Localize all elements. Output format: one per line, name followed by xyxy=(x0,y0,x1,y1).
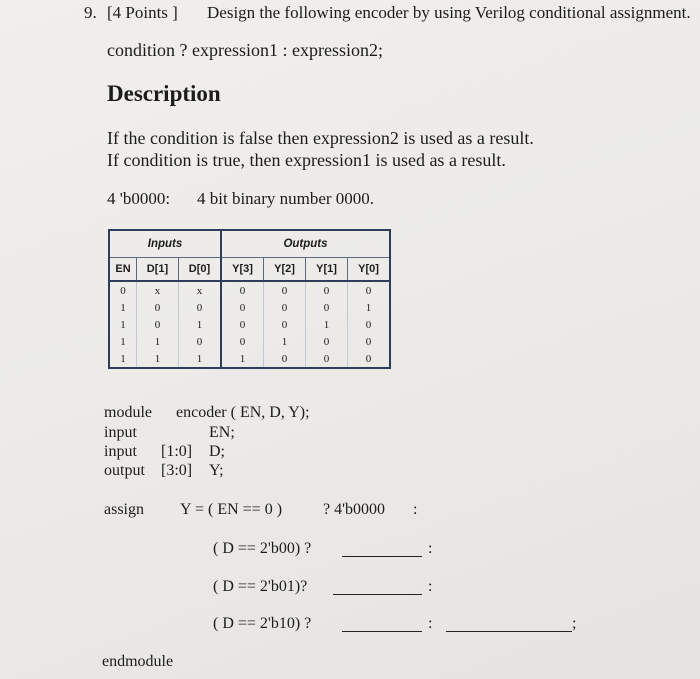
table-cell: 0 xyxy=(221,316,264,333)
code-condition-3: ( D == 2'b10) ? xyxy=(213,615,312,632)
table-cell: 0 xyxy=(306,333,348,350)
column-header: D[1] xyxy=(137,258,179,282)
code-output-range: [3:0] xyxy=(161,462,193,479)
column-header: Y[1] xyxy=(306,258,348,282)
code-assign-true-value: ? 4'b0000 xyxy=(323,501,385,518)
code-assign-keyword: assign xyxy=(104,501,144,518)
table-row xyxy=(109,333,390,350)
code-output-y: Y; xyxy=(209,462,224,479)
description-line-1: If the condition is false then expression2 is used as a result. xyxy=(107,128,534,148)
question-number: 9. xyxy=(84,3,97,22)
table-cell: 0 xyxy=(348,281,391,299)
table-cell: 1 xyxy=(137,333,179,350)
code-colon: : xyxy=(428,578,433,595)
answer-blank-default[interactable] xyxy=(446,617,572,632)
answer-blank-2[interactable] xyxy=(333,580,422,595)
table-cell: 0 xyxy=(221,299,264,316)
truth-table xyxy=(108,229,391,369)
table-cell: 0 xyxy=(348,316,391,333)
code-colon: : xyxy=(428,615,433,632)
table-cell: 0 xyxy=(264,350,306,368)
table-cell: 1 xyxy=(137,350,179,368)
table-cell: 0 xyxy=(137,299,179,316)
syntax-line: condition ? expression1 : expression2; xyxy=(107,40,383,60)
table-cell: 0 xyxy=(221,333,264,350)
code-colon: : xyxy=(428,540,433,557)
code-module-keyword: module xyxy=(104,404,152,421)
table-cell: 1 xyxy=(264,333,306,350)
table-cell: 1 xyxy=(348,299,391,316)
column-header: Y[2] xyxy=(264,258,306,282)
code-input-range: [1:0] xyxy=(161,443,193,460)
table-cell: 0 xyxy=(306,299,348,316)
binary-text: 4 bit binary number 0000. xyxy=(197,189,375,208)
table-cell: 1 xyxy=(221,350,264,368)
code-assign-expression: Y = ( EN == 0 ) xyxy=(180,501,283,518)
description-heading: Description xyxy=(107,81,221,106)
table-cell: 1 xyxy=(306,316,348,333)
column-header: D[0] xyxy=(179,258,222,282)
table-row xyxy=(109,299,390,316)
inputs-group-header: Inputs xyxy=(109,230,221,258)
table-cell: 0 xyxy=(264,281,306,299)
table-cell: 1 xyxy=(120,352,126,365)
description-line-2: If condition is true, then expression1 is used as a result. xyxy=(107,150,506,170)
table-cell: 0 xyxy=(264,299,306,316)
code-terminator: ; xyxy=(572,615,577,632)
table-cell: 1 xyxy=(120,318,126,331)
code-input-en: EN; xyxy=(209,424,235,441)
code-input-d: D; xyxy=(209,443,225,460)
table-cell: 1 xyxy=(179,316,222,333)
table-cell: 0 xyxy=(306,350,348,368)
table-cell: 1 xyxy=(120,301,126,314)
table-cell: 0 xyxy=(264,316,306,333)
table-cell: 0 xyxy=(120,284,126,297)
question-points: [4 Points ] xyxy=(107,3,178,22)
answer-blank-3[interactable] xyxy=(342,617,422,632)
code-input-keyword: input xyxy=(104,443,137,460)
binary-label: 4 'b0000: xyxy=(107,189,171,208)
code-endmodule: endmodule xyxy=(102,653,174,670)
column-header: Y[0] xyxy=(348,258,391,282)
code-condition-1: ( D == 2'b00) ? xyxy=(213,540,312,557)
outputs-group-header: Outputs xyxy=(221,230,390,258)
table-cell: 0 xyxy=(348,350,391,368)
answer-blank-1[interactable] xyxy=(342,542,422,557)
table-cell: 0 xyxy=(179,299,222,316)
column-header: Y[3] xyxy=(221,258,264,282)
table-cell: 0 xyxy=(348,333,391,350)
table-row xyxy=(109,350,390,368)
column-header: EN xyxy=(109,258,137,282)
table-cell: x xyxy=(179,281,222,299)
code-input-keyword: input xyxy=(104,424,137,441)
table-cell: 0 xyxy=(306,281,348,299)
code-condition-2: ( D == 2'b01)? xyxy=(213,578,308,595)
table-cell: 0 xyxy=(137,316,179,333)
code-output-keyword: output xyxy=(104,462,145,479)
table-cell: 0 xyxy=(179,333,222,350)
code-module-signature: encoder ( EN, D, Y); xyxy=(176,404,310,421)
table-cell: 1 xyxy=(120,335,126,348)
table-cell: 0 xyxy=(221,281,264,299)
table-cell: 1 xyxy=(179,350,222,368)
table-row xyxy=(109,281,390,299)
table-cell: x xyxy=(137,281,179,299)
table-row xyxy=(109,316,390,333)
question-text: Design the following encoder by using Verilog conditional assignment. xyxy=(207,3,691,22)
code-colon: : xyxy=(413,501,418,518)
